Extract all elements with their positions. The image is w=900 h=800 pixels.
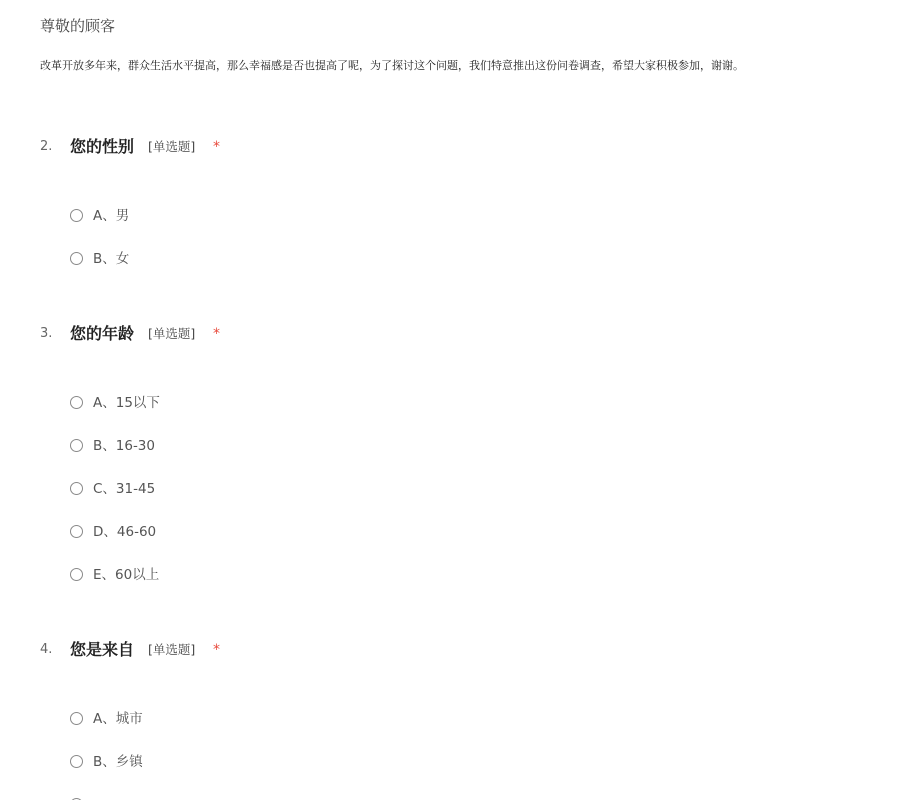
greeting-heading: 尊敬的顾客: [40, 17, 116, 35]
radio-button-icon[interactable]: [70, 568, 83, 581]
question-origin: [40, 639, 860, 770]
question-number: 4.: [40, 642, 53, 657]
radio-button-icon[interactable]: [70, 712, 83, 725]
option-label: E、60以上: [93, 567, 160, 583]
question-header: [40, 639, 860, 661]
question-title: 您是来自: [70, 640, 135, 659]
question-number: 3.: [40, 326, 53, 341]
question-title: 您的性别: [70, 137, 135, 156]
required-asterisk: *: [213, 326, 220, 342]
radio-button-icon[interactable]: [70, 209, 83, 222]
radio-button-icon[interactable]: [70, 396, 83, 409]
radio-button-icon[interactable]: [70, 252, 83, 265]
question-header: [40, 323, 860, 345]
option-label: C、31-45: [93, 481, 156, 497]
required-asterisk: *: [213, 642, 220, 658]
radio-button-icon[interactable]: [70, 755, 83, 768]
question-type-label: [单选题]: [148, 326, 196, 341]
radio-button-icon[interactable]: [70, 525, 83, 538]
question-title: 您的年龄: [70, 324, 135, 343]
question-gender: [40, 136, 860, 267]
question-type-label: [单选题]: [148, 139, 196, 154]
option-label: A、15以下: [93, 395, 160, 411]
required-asterisk: *: [213, 139, 220, 155]
option-label: B、16-30: [93, 438, 155, 454]
option-label: D、46-60: [93, 524, 157, 540]
radio-button-icon[interactable]: [70, 482, 83, 495]
question-type-label: [单选题]: [148, 642, 196, 657]
question-number: 2.: [40, 139, 53, 154]
radio-button-icon[interactable]: [70, 439, 83, 452]
option-label: B、女: [93, 251, 130, 267]
option-label: A、城市: [93, 711, 143, 727]
option-label: A、男: [93, 208, 130, 224]
question-header: [40, 136, 860, 158]
survey-intro-text: 改革开放多年来，群众生活水平提高，那么幸福感是否也提高了呢，为了探讨这个问题，我们特意推出这份问卷调查，希望大家积极参加，谢谢。: [40, 59, 744, 72]
option-label: B、乡镇: [93, 754, 143, 770]
question-age: [40, 323, 860, 583]
